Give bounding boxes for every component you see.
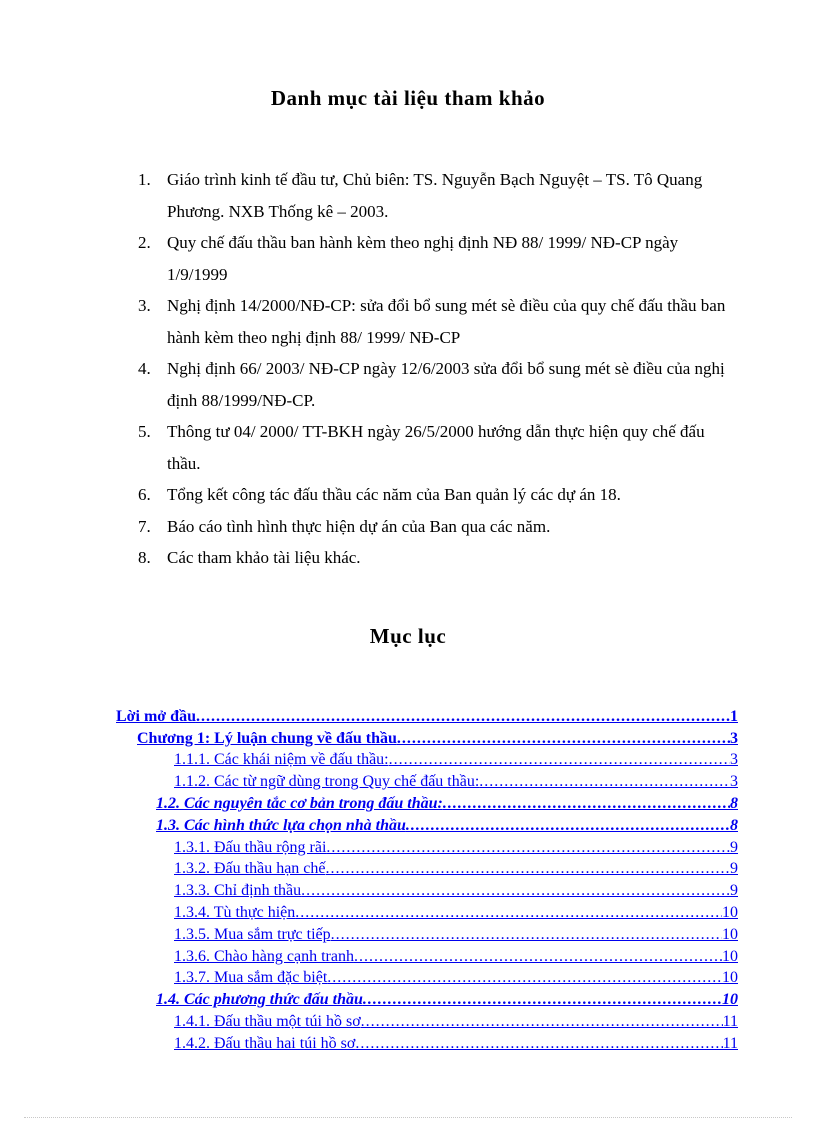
reference-number: 1. <box>138 170 151 189</box>
toc-entry-text: Chương 1: Lý luận chung về đấu thầu <box>137 729 397 747</box>
toc-entry-text: 1.3.2. Đấu thầu hạn chế <box>174 860 326 878</box>
toc-link-1-4-1[interactable] <box>116 1009 738 1031</box>
toc-leader <box>361 1013 723 1031</box>
toc-leader <box>406 817 730 835</box>
toc-leader <box>443 795 730 813</box>
toc-leader <box>301 882 730 900</box>
toc-entry-text: 1.3.6. Chào hàng cạnh tranh <box>174 947 354 965</box>
toc-page-number: 11 <box>722 1034 738 1052</box>
toc-entry-text: 1.1.2. Các từ ngữ dùng trong Quy chế đấu thầu: <box>174 773 480 791</box>
reference-item <box>138 353 738 416</box>
toc-page-number: 8 <box>730 794 738 812</box>
reference-number: 8. <box>138 548 151 567</box>
toc-leader <box>397 730 730 748</box>
toc-entry-text: 1.3.7. Mua sắm đặc biệt <box>174 969 328 987</box>
toc-entry-text: 1.3.5. Mua sắm trực tiếp <box>174 925 331 943</box>
reference-item <box>138 227 738 290</box>
toc-page-number: 10 <box>722 903 738 921</box>
reference-item <box>138 164 738 227</box>
toc-link-1-3-6[interactable] <box>116 944 738 966</box>
reference-text: Nghị định 66/ 2003/ NĐ-CP ngày 12/6/2003 sửa đổi bổ sung mét sè điều của nghị định 88/1999/NĐ-CP. <box>167 359 725 410</box>
toc-link-1-3-2[interactable] <box>116 857 738 879</box>
toc-entry-text: 1.3. Các hình thức lựa chọn nhà thầu <box>156 816 406 834</box>
reference-number: 2. <box>138 233 151 252</box>
toc-page-number: 10 <box>722 925 738 943</box>
toc-title: Mục lục <box>369 624 447 648</box>
toc-leader <box>355 1035 722 1053</box>
toc-entry-text: 1.2. Các nguyên tắc cơ bản trong đấu thầu: <box>156 794 443 812</box>
toc-entry-text: 1.1.1. Các khái niệm về đấu thầu: <box>174 751 389 769</box>
reference-text: Nghị định 14/2000/NĐ-CP: sửa đổi bổ sung mét sè điều của quy chế đấu thầu ban hành kèm theo nghị định 88/ 1999/ NĐ-CP <box>167 296 726 347</box>
reference-text: Các tham khảo tài liệu khác. <box>167 548 361 567</box>
toc-leader <box>326 860 730 878</box>
references-list <box>138 164 738 574</box>
toc-link-1-1-2[interactable] <box>116 769 738 791</box>
reference-item <box>138 511 738 543</box>
toc-page-number: 8 <box>730 816 738 834</box>
reference-text: Báo cáo tình hình thực hiện dự án của Ban qua các năm. <box>167 516 551 536</box>
toc-link-1-4[interactable] <box>116 987 738 1009</box>
toc-page-number: 10 <box>722 947 738 965</box>
toc-link-1-3-7[interactable] <box>116 966 738 988</box>
reference-item <box>138 479 738 511</box>
toc-page-number: 9 <box>730 882 738 900</box>
page-footer-divider <box>24 1117 792 1118</box>
reference-text: Tổng kết công tác đấu thầu các năm của Ban quản lý các dự án 18. <box>167 485 621 504</box>
toc-leader <box>326 839 730 857</box>
toc-leader <box>196 708 730 726</box>
toc-page-number: 3 <box>730 729 738 747</box>
toc-leader <box>363 991 722 1009</box>
toc-link-1-4-2[interactable] <box>116 1031 738 1053</box>
toc-page-number: 10 <box>722 969 738 987</box>
reference-number: 4. <box>138 359 151 378</box>
toc-page-number: 1 <box>730 707 738 725</box>
toc-page-number: 9 <box>730 860 738 878</box>
toc-link-chuong-1[interactable] <box>116 726 738 748</box>
table-of-contents <box>116 704 738 1053</box>
toc-link-1-3-4[interactable] <box>116 900 738 922</box>
toc-page-number: 10 <box>722 991 738 1009</box>
toc-link-1-1-1[interactable] <box>116 748 738 770</box>
toc-entry-text: 1.4.2. Đấu thầu hai túi hồ sơ <box>174 1034 356 1052</box>
toc-entry-text: 1.3.1. Đấu thầu rộng rãi <box>174 838 327 856</box>
toc-entry-text: 1.4. Các phương thức đấu thầu <box>156 991 363 1009</box>
toc-link-1-3-3[interactable] <box>116 878 738 900</box>
toc-leader <box>389 751 730 769</box>
reference-item <box>138 542 738 574</box>
reference-text: Thông tư 04/ 2000/ TT-BKH ngày 26/5/2000 hướng dẫn thực hiện quy chế đấu thầu. <box>167 422 705 473</box>
toc-link-loi-mo-dau[interactable] <box>116 704 738 726</box>
reference-text: Quy chế đấu thầu ban hành kèm theo nghị định NĐ 88/ 1999/ NĐ-CP ngày 1/9/1999 <box>167 233 679 284</box>
reference-item <box>138 416 738 479</box>
toc-entry-text: 1.4.1. Đấu thầu một túi hồ sơ <box>174 1012 361 1030</box>
toc-entry-text: 1.3.4. Tù thực hiện <box>174 903 296 921</box>
reference-text: Giáo trình kinh tế đầu tư, Chủ biên: TS. Nguyễn Bạch Nguyệt – TS. Tô Quang Phương. NXB Thống kê – 2003. <box>167 170 703 221</box>
toc-entry-text: 1.3.3. Chỉ định thầu <box>174 882 302 900</box>
toc-leader <box>331 926 722 944</box>
toc-leader <box>327 969 722 987</box>
toc-link-1-2[interactable] <box>116 791 738 813</box>
toc-leader <box>295 904 722 922</box>
toc-link-1-3-5[interactable] <box>116 922 738 944</box>
toc-page-number: 3 <box>730 751 738 769</box>
toc-link-1-3[interactable] <box>116 813 738 835</box>
toc-link-1-3-1[interactable] <box>116 835 738 857</box>
reference-number: 6. <box>138 485 151 504</box>
toc-page-number: 9 <box>730 838 738 856</box>
reference-number: 5. <box>138 422 151 441</box>
reference-number: 7. <box>138 516 151 536</box>
toc-page-number: 3 <box>730 773 738 791</box>
reference-item <box>138 290 738 353</box>
references-title: Danh mục tài liệu tham khảo <box>270 86 546 110</box>
toc-leader <box>479 773 730 791</box>
toc-leader <box>354 948 722 966</box>
toc-page-number: 11 <box>722 1012 738 1030</box>
toc-entry-text: Lời mở đầu <box>116 707 196 725</box>
reference-number: 3. <box>138 296 151 315</box>
